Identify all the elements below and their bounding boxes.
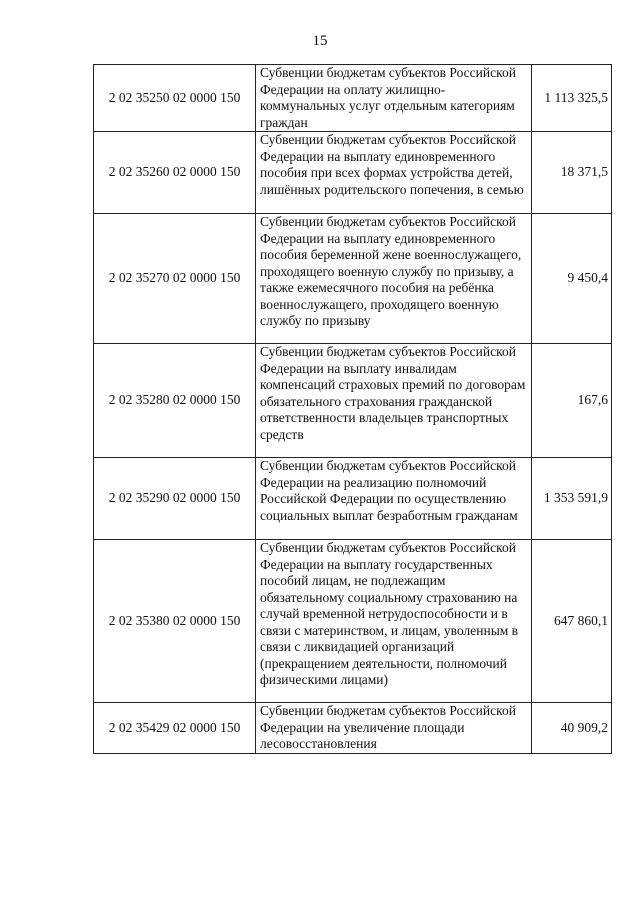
- budget-code: 2 02 35280 02 0000 150: [94, 344, 256, 458]
- table-row: [94, 65, 612, 132]
- table-row: [94, 132, 612, 214]
- budget-code: 2 02 35429 02 0000 150: [94, 703, 256, 754]
- table-row: [94, 214, 612, 344]
- budget-amount: 167,6: [532, 344, 612, 458]
- budget-amount: 1 113 325,5: [532, 65, 612, 132]
- page-number: 15: [312, 33, 328, 49]
- table-row: [94, 540, 612, 703]
- budget-description: Субвенции бюджетам субъектов Российской Федерации на оплату жилищно-коммунальных услуг отдельным категориям граждан: [256, 65, 532, 132]
- budget-amount: 18 371,5: [532, 132, 612, 214]
- budget-description: Субвенции бюджетам субъектов Российской Федерации на увеличение площади лесовосстановления: [256, 703, 532, 754]
- budget-code: 2 02 35260 02 0000 150: [94, 132, 256, 214]
- table-row: [94, 344, 612, 458]
- budget-description: Субвенции бюджетам субъектов Российской Федерации на выплату государственных пособий лицам, не подлежащим обязательному социальному страхованию на случай временной нетрудоспособности и в связи с материнством, и лицам, уволенным в связи с ликвидацией организаций (прекращением деятельности, полномочий физическими лицами): [256, 540, 532, 703]
- budget-code: 2 02 35270 02 0000 150: [94, 214, 256, 344]
- budget-amount: 1 353 591,9: [532, 458, 612, 540]
- table-row: [94, 703, 612, 754]
- budget-description: Субвенции бюджетам субъектов Российской Федерации на выплату инвалидам компенсаций страховых премий по договорам обязательного страхования гражданской ответственности владельцев транспортных средств: [256, 344, 532, 458]
- table-row: [94, 458, 612, 540]
- budget-code: 2 02 35380 02 0000 150: [94, 540, 256, 703]
- budget-code: 2 02 35250 02 0000 150: [94, 65, 256, 132]
- budget-table: [93, 64, 612, 754]
- budget-description: Субвенции бюджетам субъектов Российской Федерации на выплату единовременного пособия беременной жене военнослужащего, проходящего военную службу по призыву, а также ежемесячного пособия на ребёнка военнослужащего, проходящего военную службу по призыву: [256, 214, 532, 344]
- budget-amount: 647 860,1: [532, 540, 612, 703]
- budget-amount: 9 450,4: [532, 214, 612, 344]
- budget-description: Субвенции бюджетам субъектов Российской Федерации на реализацию полномочий Российской Федерации по осуществлению социальных выплат безработным гражданам: [256, 458, 532, 540]
- budget-description: Субвенции бюджетам субъектов Российской Федерации на выплату единовременного пособия при всех формах устройства детей, лишённых родительского попечения, в семью: [256, 132, 532, 214]
- budget-code: 2 02 35290 02 0000 150: [94, 458, 256, 540]
- budget-amount: 40 909,2: [532, 703, 612, 754]
